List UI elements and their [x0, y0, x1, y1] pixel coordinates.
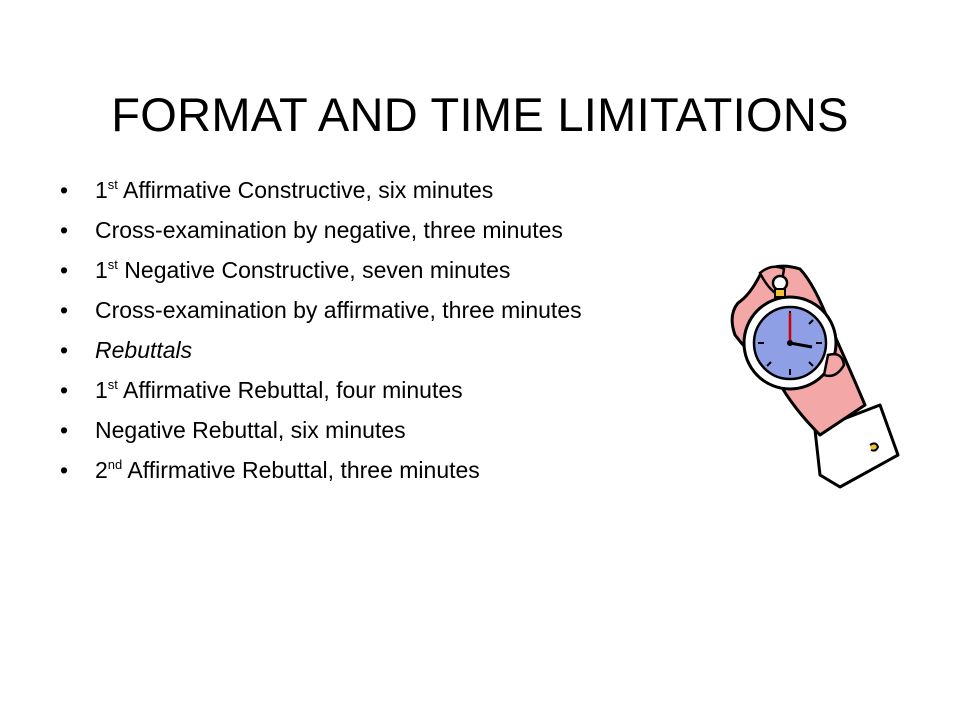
bullet-item: [60, 255, 700, 285]
bullet-item: [60, 455, 700, 485]
bullet-text: Affirmative Constructive, six minutes: [117, 177, 494, 203]
bullet-item: [60, 335, 700, 365]
bullet-number: 1: [95, 377, 108, 403]
bullet-marker: •: [60, 377, 69, 403]
bullet-ordinal-suffix: st: [107, 177, 118, 192]
bullet-item: [60, 375, 700, 405]
slide-title: FORMAT AND TIME LIMITATIONS: [111, 88, 849, 142]
bullet-marker: •: [60, 337, 69, 363]
bullet-number: 1: [95, 177, 108, 203]
bullet-marker: •: [60, 297, 69, 323]
bullet-text: Rebuttals: [95, 337, 193, 363]
bullet-item: [60, 175, 700, 205]
bullet-item: [60, 295, 700, 325]
bullet-text: Negative Constructive, seven minutes: [117, 257, 511, 283]
bullet-ordinal-suffix: st: [107, 257, 118, 272]
bullet-text: Cross-examination by affirmative, three minutes: [95, 297, 582, 323]
bullet-marker: •: [60, 457, 69, 483]
bullet-marker: •: [60, 417, 69, 443]
bullet-number: 2: [95, 457, 108, 483]
hand-holding-stopwatch-icon: [720, 255, 900, 495]
bullet-marker: •: [60, 177, 69, 203]
bullet-ordinal-suffix: st: [107, 377, 118, 392]
bullet-list: [60, 175, 700, 495]
bullet-text: Cross-examination by negative, three minutes: [95, 217, 563, 243]
bullet-marker: •: [60, 257, 69, 283]
bullet-item: [60, 215, 700, 245]
bullet-text: Affirmative Rebuttal, four minutes: [117, 377, 463, 403]
bullet-marker: •: [60, 217, 69, 243]
bullet-text: Negative Rebuttal, six minutes: [95, 417, 406, 443]
bullet-item: [60, 415, 700, 445]
bullet-number: 1: [95, 257, 108, 283]
bullet-ordinal-suffix: nd: [107, 457, 123, 472]
bullet-text: Affirmative Rebuttal, three minutes: [122, 457, 480, 483]
